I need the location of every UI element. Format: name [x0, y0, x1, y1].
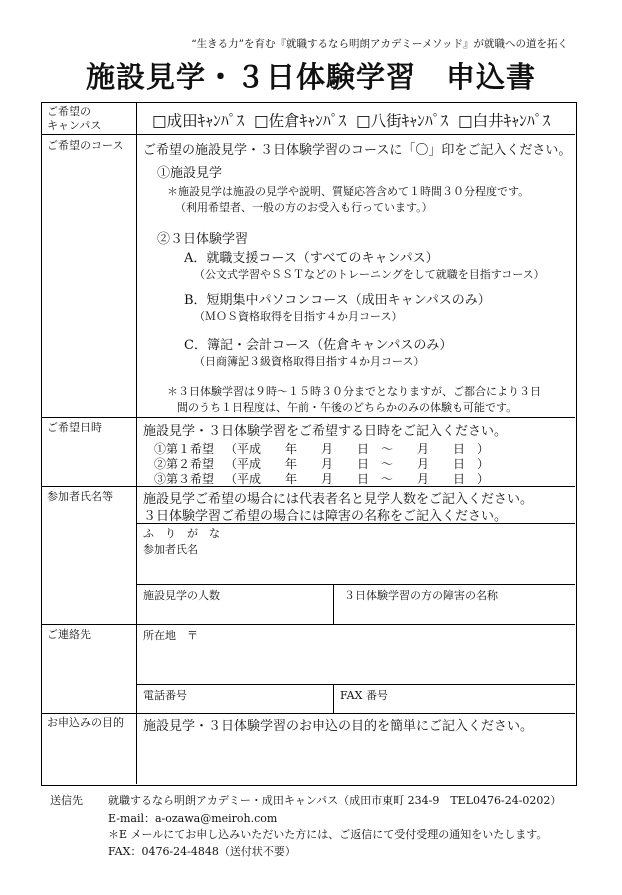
send-to-fax: FAX：0476-24-4848（送付状不要）: [108, 845, 296, 858]
course-b-title[interactable]: B．短期集中パソコンコース（成田キャンパスのみ）: [184, 293, 491, 308]
date-choice-3-fill[interactable]: （平成 年 月 日 ～ 月 日 ）: [225, 472, 490, 486]
send-to-email[interactable]: E-mail：a-ozawa@meiroh.com: [108, 812, 278, 825]
row-divider: [42, 417, 575, 418]
campus-option-yachimata[interactable]: □八街ｷｬﾝﾊﾟｽ: [356, 112, 449, 130]
cell-divider: [333, 684, 334, 713]
purpose-label: お申込みの目的: [47, 716, 124, 729]
campus-label-1: ご希望の: [47, 105, 91, 118]
participant-name-label: 参加者氏名: [143, 543, 198, 556]
purpose-instruction: 施設見学・３日体験学習のお申込の目的を簡単にご記入ください。: [143, 719, 534, 734]
campus-option-sakura[interactable]: □佐倉ｷｬﾝﾊﾟｽ: [254, 112, 347, 130]
course-tour-note-2: （利用希望者、一般の方のお受入も行っています。）: [175, 201, 433, 214]
participant-instruction-1: 施設見学ご希望の場合には代表者名と見学人数をご記入ください。: [143, 492, 534, 507]
contact-label: ご連絡先: [47, 628, 91, 641]
send-to-address: 就職するなら明朗アカデミー・成田キャンパス（成田市東町 234-9 TEL0476-24-0202）: [108, 794, 562, 807]
course-instruction: ご希望の施設見学・３日体験学習のコースに「〇」印をご記入ください。: [143, 143, 572, 158]
course-a-note: （公文式学習やＳＳＴなどのトレーニングをして就職を目指すコース）: [194, 268, 545, 281]
row-divider: [137, 684, 575, 685]
row-divider: [42, 713, 575, 714]
row-divider: [137, 584, 575, 585]
campus-label-2: キャンパス: [47, 119, 102, 132]
dates-label: ご希望日時: [47, 421, 102, 434]
date-choice-1-fill[interactable]: （平成 年 月 日 ～ 月 日 ）: [225, 442, 490, 456]
email-note: ＊E メールにてお申し込みいただいた方には、ご返信にて受付受理の通知をいたします。: [108, 828, 548, 841]
course-a-title[interactable]: A．就職支援コース（すべてのキャンパス）: [184, 251, 439, 266]
campus-option-narita[interactable]: □成田ｷｬﾝﾊﾟｽ: [152, 112, 245, 130]
address-label: 所在地 〒: [143, 629, 198, 642]
row-divider: [42, 134, 575, 135]
cell-divider: [333, 584, 334, 624]
participant-label: 参加者氏名等: [47, 490, 113, 503]
course-label: ご希望のコース: [47, 139, 124, 152]
disability-name-label: ３日体験学習の方の障害の名称: [344, 589, 498, 602]
row-divider: [42, 624, 575, 625]
course-c-title[interactable]: C．簿記・会計コース（佐倉キャンパスのみ）: [184, 338, 453, 353]
application-form: [41, 102, 577, 786]
campus-option-shiroi[interactable]: □白井ｷｬﾝﾊﾟｽ: [458, 112, 551, 130]
date-choice-2-fill[interactable]: （平成 年 月 日 ～ 月 日 ）: [225, 457, 490, 471]
dates-instruction: 施設見学・３日体験学習をご希望する日時をご記入ください。: [143, 424, 508, 439]
furigana-label: ふ り が な: [143, 527, 220, 540]
participant-instruction-2: ３日体験学習ご希望の場合には障害の名称をご記入ください。: [143, 509, 508, 524]
course-trial-note-2: 間のうち１日程度は、午前・午後のどちらかのみの体験も可能です。: [177, 401, 518, 414]
tour-count-label: 施設見学の人数: [143, 589, 220, 602]
form-title: 施設見学・３日体験学習 申込書: [85, 60, 536, 94]
course-c-note: （日商簿記３級資格取得目指す４か月コース）: [194, 355, 425, 368]
date-choice-1-name: ①第１希望: [154, 442, 215, 456]
date-choice-2-name: ②第２希望: [154, 457, 215, 471]
course-tour-title[interactable]: ①施設見学: [157, 166, 223, 181]
date-choice-3-name: ③第３希望: [154, 472, 215, 486]
fax-label: FAX 番号: [340, 689, 388, 702]
send-to-label: 送信先: [50, 794, 83, 807]
course-trial-note-1: ＊３日体験学習は９時～１５時３０分までとなりますが、ご都合により３日: [167, 385, 541, 398]
course-trial-title[interactable]: ②３日体験学習: [157, 232, 249, 247]
label-column-divider: [136, 103, 137, 784]
course-b-note: （ＭＯＳ資格取得を目指す４か月コース）: [194, 310, 403, 323]
tagline: “生きる力”を育む『就職するなら明朗アカデミーメソッド』が就職への道を拓く: [191, 38, 568, 50]
phone-label: 電話番号: [143, 689, 187, 702]
course-tour-note-1: ＊施設見学は施設の見学や説明、質疑応答含めて１時間３０分程度です。: [167, 185, 530, 198]
